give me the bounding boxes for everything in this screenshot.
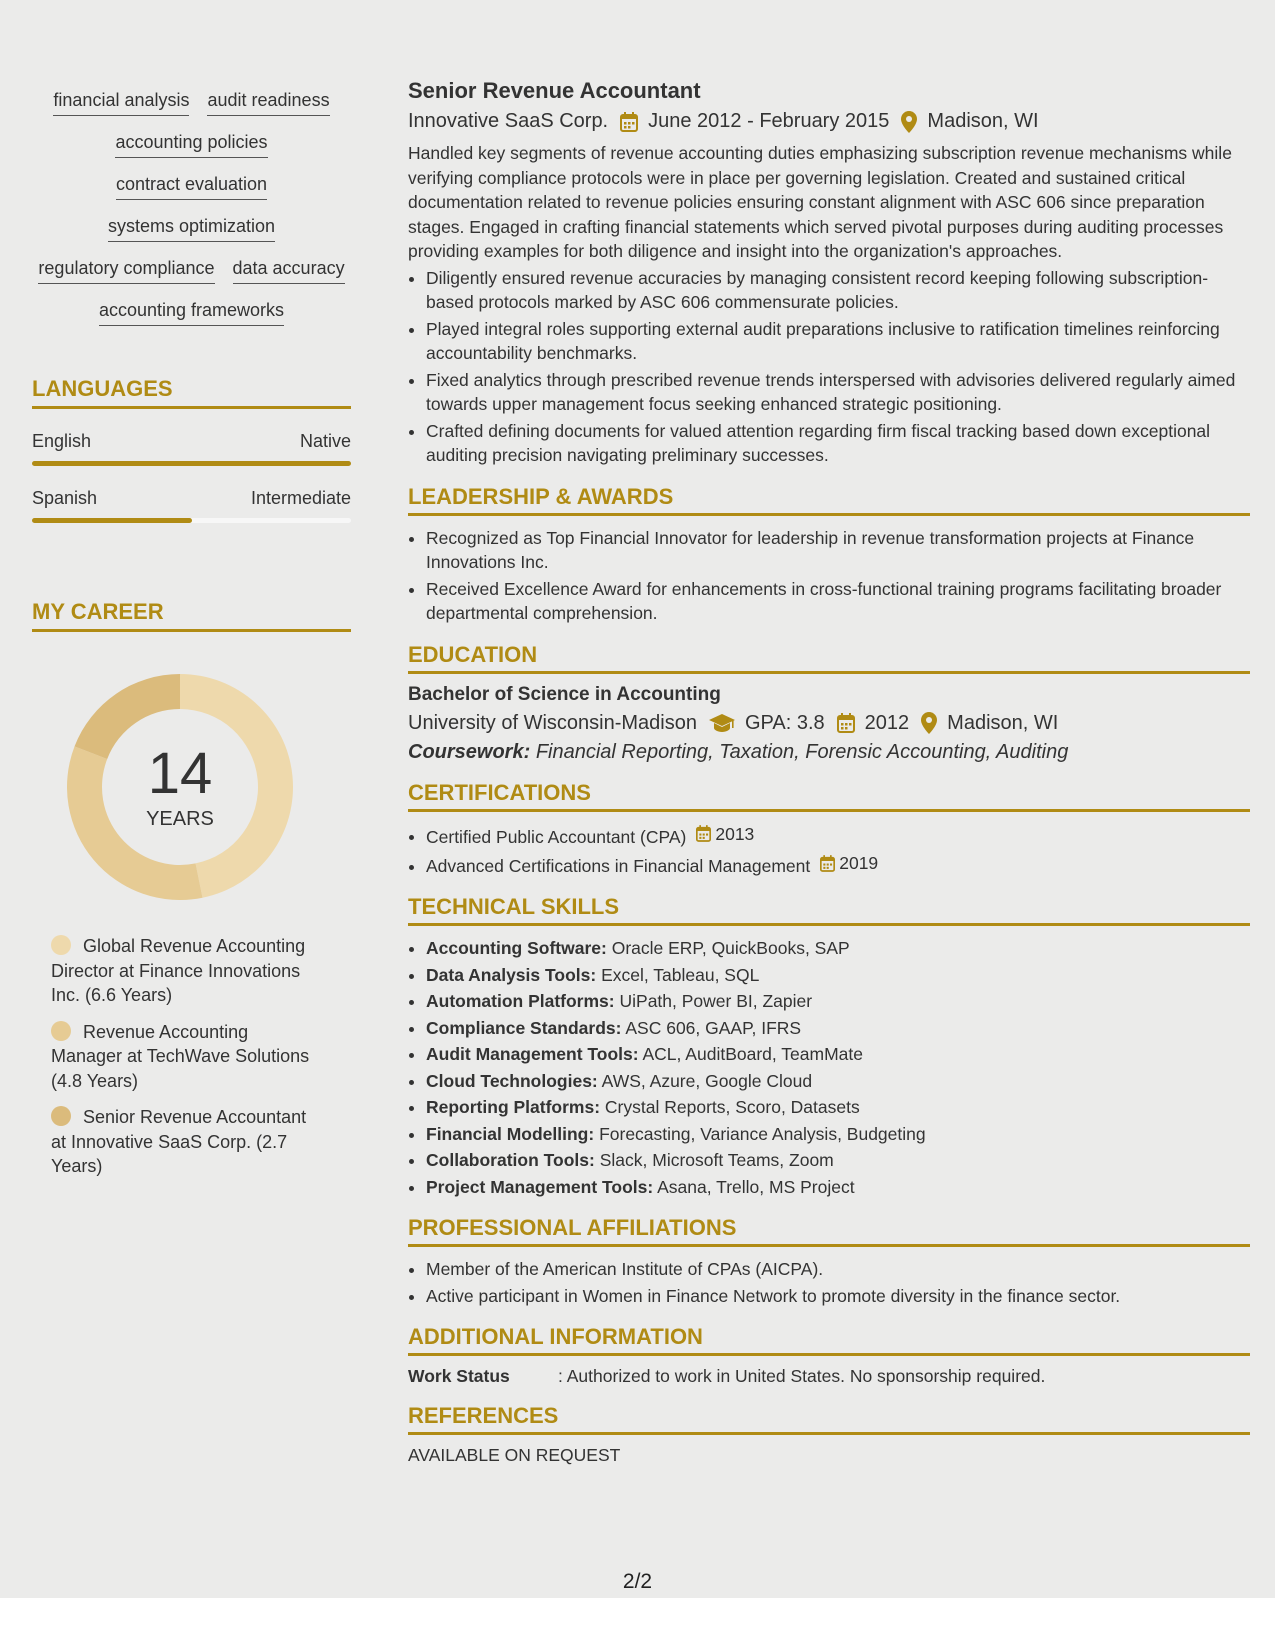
- legend-label: Revenue Accounting Manager at TechWave Solutions (4.8 Years): [51, 1021, 310, 1091]
- legend-label: Senior Revenue Accountant at Innovative SaaS Corp. (2.7 Years): [51, 1107, 307, 1176]
- job-bullet: • Fixed analytics through prescribed revenue trends interspersed with advisories delivered regularly aimed towards upper management focus seeking enhanced strategic positioning.: [426, 368, 1250, 417]
- main-content: [408, 78, 1250, 1466]
- skill-tag: accounting policies: [115, 130, 267, 158]
- technical-skill-value: Oracle ERP, QuickBooks, SAP: [611, 938, 850, 958]
- job-bullet: • Crafted defining documents for valued attention regarding firm fiscal tracking based down exceptional auditing precision navigating preliminary successes.: [426, 419, 1250, 468]
- affiliation-item: • Member of the American Institute of CPAs (AICPA).: [426, 1257, 1250, 1282]
- references-section: [408, 1403, 1250, 1466]
- career-total-years: 14: [147, 740, 213, 806]
- technical-skill-value: ACL, AuditBoard, TeamMate: [642, 1044, 863, 1064]
- language-bar-fill: [32, 461, 351, 466]
- additional-info-heading: ADDITIONAL INFORMATION: [408, 1324, 1250, 1356]
- references-text: AVAILABLE ON REQUEST: [408, 1445, 621, 1465]
- technical-skill-label: Audit Management Tools:: [426, 1044, 639, 1064]
- education-meta: [408, 712, 1250, 735]
- certification-year: 2013: [715, 823, 755, 844]
- degree-title: Bachelor of Science in Accounting: [408, 683, 721, 705]
- certification-item: [426, 822, 1250, 849]
- certification-item: [426, 851, 1250, 878]
- language-bar-fill: [32, 518, 192, 523]
- technical-skill-label: Automation Platforms:: [426, 991, 615, 1011]
- language-bar: [32, 518, 351, 523]
- language-name: Spanish: [32, 488, 98, 508]
- job-dates: June 2012 - February 2015: [648, 110, 890, 132]
- references-heading: REFERENCES: [408, 1403, 1250, 1435]
- job-bullets: [408, 266, 1250, 468]
- language-item: [32, 431, 351, 466]
- coursework-label: Coursework:: [408, 740, 531, 763]
- language-level: Native: [299, 431, 351, 451]
- language-bar: [32, 461, 351, 466]
- technical-skill-value: Asana, Trello, MS Project: [657, 1176, 855, 1197]
- coursework: [408, 741, 1250, 764]
- technical-skill-item: [426, 963, 1250, 988]
- technical-skill-item: [426, 1175, 1250, 1200]
- technical-skill-value: AWS, Azure, Google Cloud: [601, 1070, 813, 1091]
- calendar-icon: [837, 713, 855, 733]
- affiliation-item: • Active participant in Women in Finance Network to promote diversity in the finance sector.: [426, 1284, 1250, 1309]
- technical-skill-item: [426, 936, 1250, 961]
- technical-skill-label: Financial Modelling:: [426, 1123, 595, 1144]
- language-level: Intermediate: [250, 488, 351, 508]
- technical-skills-list: [408, 936, 1250, 1199]
- company-name: Innovative SaaS Corp.: [408, 110, 609, 132]
- technical-skill-label: Reporting Platforms:: [426, 1097, 601, 1117]
- languages-section: [32, 376, 351, 523]
- map-pin-icon: [921, 712, 937, 734]
- award-item: • Received Excellence Award for enhancements in cross-functional training programs facilitating broader departmental comprehension.: [426, 577, 1250, 626]
- legend-label: Global Revenue Accounting Director at Finance Innovations Inc. (6.6 Years): [51, 936, 306, 1005]
- technical-skill-label: Project Management Tools:: [426, 1176, 654, 1197]
- career-section: [32, 599, 351, 1179]
- sidebar: [32, 84, 351, 1191]
- skill-tag: data accuracy: [233, 256, 345, 284]
- calendar-icon: [820, 855, 835, 872]
- career-legend: [51, 934, 321, 1179]
- skill-tag: accounting frameworks: [99, 298, 284, 326]
- legend-dot: [51, 935, 71, 955]
- skill-tag: systems optimization: [108, 214, 275, 242]
- graduation-cap-icon: [709, 714, 735, 732]
- technical-skill-label: Collaboration Tools:: [426, 1150, 595, 1170]
- technical-skill-value: Crystal Reports, Scoro, Datasets: [604, 1097, 860, 1117]
- skills-list: [32, 84, 351, 326]
- award-item: • Recognized as Top Financial Innovator for leadership in revenue transformation projects at Finance Innovations Inc.: [426, 526, 1250, 575]
- work-status-label: Work Status: [408, 1366, 510, 1386]
- career-total-unit: YEARS: [146, 807, 214, 830]
- school-name: University of Wisconsin-Madison: [408, 711, 697, 734]
- technical-skill-label: Compliance Standards:: [426, 1017, 622, 1038]
- skill-tag: contract evaluation: [116, 172, 267, 200]
- technical-skill-item: [426, 1016, 1250, 1041]
- calendar-icon: [696, 825, 711, 842]
- career-legend-item: [51, 1105, 321, 1179]
- technical-skills-heading: TECHNICAL SKILLS: [408, 894, 1250, 926]
- work-status: [408, 1366, 1250, 1387]
- technical-skill-value: ASC 606, GAAP, IFRS: [625, 1017, 802, 1038]
- language-name: English: [32, 431, 92, 451]
- additional-info-section: [408, 1324, 1250, 1387]
- page-number: 2/2: [622, 1570, 653, 1593]
- certifications-heading: CERTIFICATIONS: [408, 780, 1250, 812]
- career-legend-item: [51, 1020, 321, 1094]
- calendar-icon: [620, 112, 638, 132]
- skill-tag: financial analysis: [53, 88, 189, 116]
- job-meta: [408, 110, 1250, 133]
- graduation-year: 2012: [864, 711, 910, 734]
- career-heading: MY CAREER: [32, 599, 351, 632]
- technical-skill-item: [426, 1148, 1250, 1173]
- technical-skill-item: [426, 989, 1250, 1014]
- leadership-heading: LEADERSHIP & AWARDS: [408, 484, 1250, 516]
- map-pin-icon: [901, 111, 917, 133]
- job-bullet: • Diligently ensured revenue accuracies by managing consistent record keeping following subscription-based protocols marked by ASC 606 commensurate policies.: [426, 266, 1250, 315]
- education-location: Madison, WI: [947, 711, 1059, 734]
- certification-name: Certified Public Accountant (CPA): [426, 826, 687, 847]
- job-location: Madison, WI: [927, 110, 1039, 132]
- education-section: [408, 642, 1250, 764]
- experience-entry: [408, 78, 1250, 468]
- legend-dot: [51, 1021, 71, 1041]
- skill-tag: regulatory compliance: [38, 256, 214, 284]
- languages-heading: LANGUAGES: [32, 376, 351, 409]
- technical-skill-label: Cloud Technologies:: [426, 1070, 598, 1091]
- technical-skill-item: [426, 1069, 1250, 1094]
- certifications-section: [408, 780, 1250, 879]
- technical-skills-section: [408, 894, 1250, 1199]
- leadership-section: [408, 484, 1250, 626]
- education-heading: EDUCATION: [408, 642, 1250, 674]
- technical-skill-item: [426, 1095, 1250, 1120]
- job-title: Senior Revenue Accountant: [408, 78, 701, 103]
- career-donut: [67, 674, 293, 900]
- affiliations-section: [408, 1215, 1250, 1308]
- job-summary: Handled key segments of revenue accounting duties emphasizing subscription revenue mechanisms while verifying compliance protocols were in place per governing legislation. Created and sustained critical documentation related to revenue policies ensuring constant alignment with ASC 606 since preparation stages. Engaged in crafting financial statements which served pivotal purposes during auditing processes providing examples for both diligence and insight into the organization's approaches.: [408, 143, 1232, 261]
- technical-skill-value: Slack, Microsoft Teams, Zoom: [599, 1150, 834, 1170]
- legend-dot: [51, 1106, 71, 1126]
- certification-name: Advanced Certifications in Financial Management: [426, 855, 811, 876]
- gpa: GPA: 3.8: [744, 711, 825, 734]
- work-status-value: : Authorized to work in United States. No sponsorship required.: [558, 1366, 1046, 1386]
- job-bullet: • Played integral roles supporting external audit preparations inclusive to ratification timelines reinforcing accountability benchmarks.: [426, 317, 1250, 366]
- certification-year: 2019: [839, 852, 879, 873]
- coursework-list: Financial Reporting, Taxation, Forensic Accounting, Auditing: [535, 740, 1069, 763]
- technical-skill-item: [426, 1122, 1250, 1147]
- technical-skill-label: Data Analysis Tools:: [426, 964, 597, 985]
- technical-skill-item: [426, 1042, 1250, 1067]
- technical-skill-value: UiPath, Power BI, Zapier: [619, 991, 813, 1011]
- language-item: [32, 488, 351, 523]
- career-legend-item: [51, 934, 321, 1008]
- technical-skill-value: Excel, Tableau, SQL: [601, 964, 760, 985]
- technical-skill-value: Forecasting, Variance Analysis, Budgeting: [599, 1123, 926, 1144]
- technical-skill-label: Accounting Software:: [426, 938, 607, 958]
- skill-tag: audit readiness: [207, 88, 329, 116]
- affiliations-heading: PROFESSIONAL AFFILIATIONS: [408, 1215, 1250, 1247]
